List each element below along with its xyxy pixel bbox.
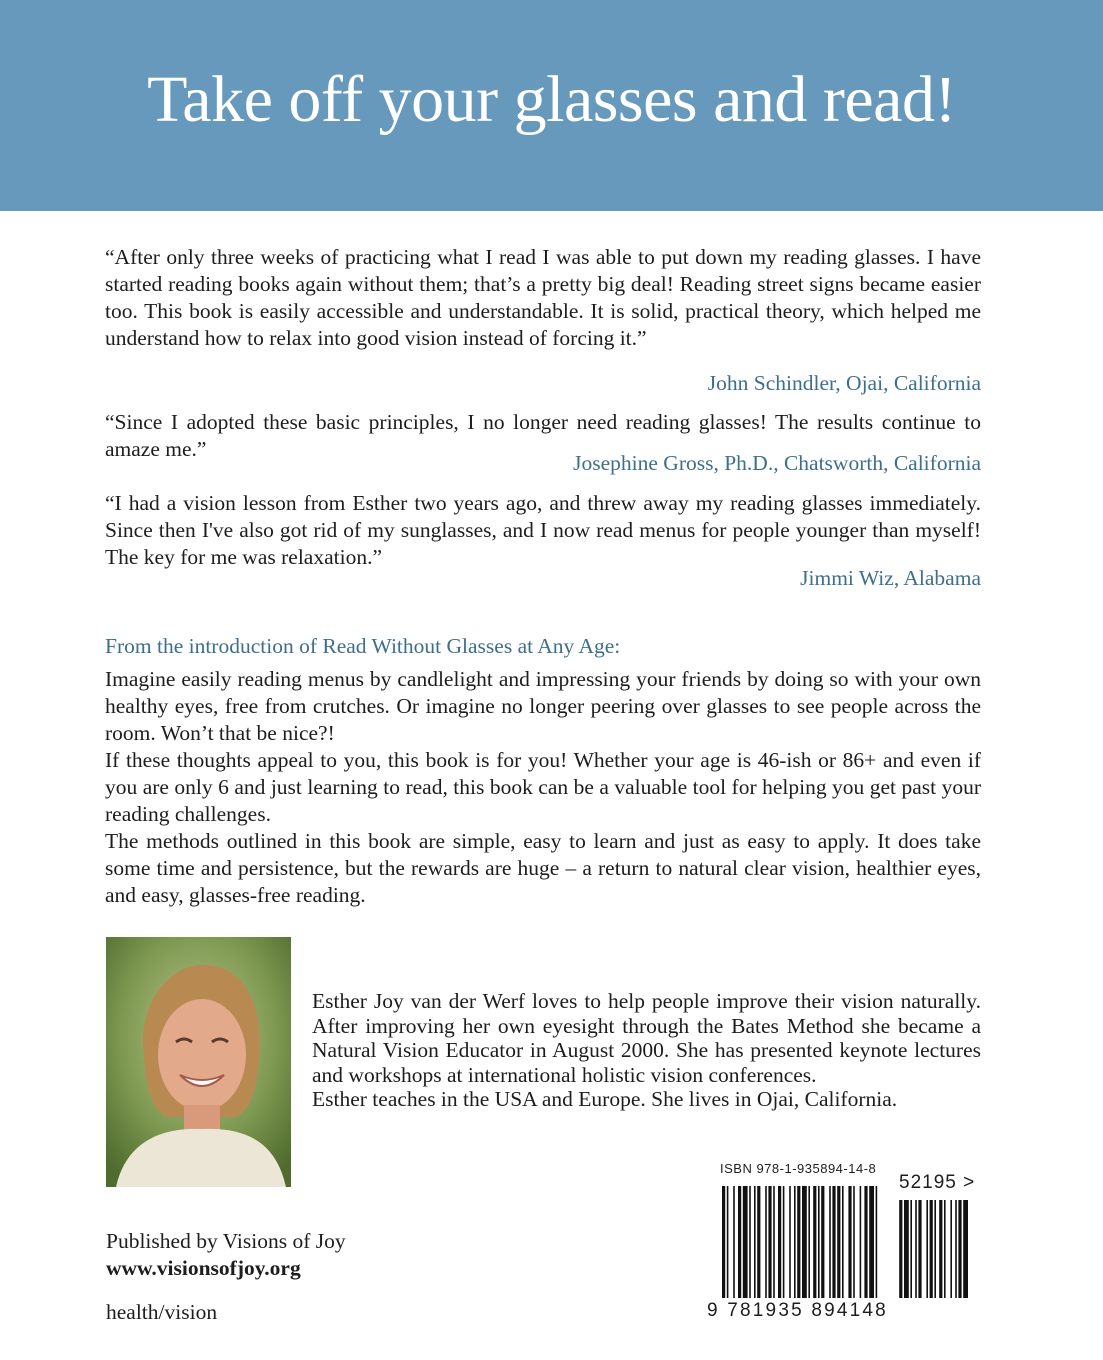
barcode-bar (733, 1186, 735, 1298)
author-photo (106, 937, 291, 1187)
barcode-bar (832, 1186, 835, 1298)
barcode-addon-bar (955, 1200, 957, 1298)
barcode-bar (765, 1186, 767, 1298)
barcode-bar (778, 1186, 781, 1298)
barcode-bar (794, 1186, 796, 1298)
barcode-bar (743, 1186, 748, 1298)
barcode-addon-bar (915, 1200, 917, 1298)
barcode-bar (813, 1186, 816, 1298)
barcode-bar (727, 1186, 729, 1298)
barcode-addon-bar (958, 1200, 961, 1298)
barcode-addon-bar (930, 1200, 933, 1298)
barcode-addon-bar (910, 1200, 912, 1298)
barcode-addon-bar (963, 1200, 968, 1298)
barcode-bar (853, 1186, 855, 1298)
publisher-website: www.visionsofjoy.org (106, 1256, 301, 1280)
testimonial-quote-2: “Since I adopted these basic principles, I no longer need reading glasses! The results continue to amaze me.” (105, 410, 981, 461)
publisher-info (106, 1228, 346, 1282)
author-bio-paragraph-2: Esther teaches in the USA and Europe. She lives in Ojai, California. (312, 1087, 898, 1111)
testimonial-author-3: Jimmi Wiz, Alabama (800, 566, 981, 590)
barcode-addon-bar (904, 1200, 909, 1298)
barcode-bar (869, 1186, 874, 1298)
barcode-bar (722, 1186, 725, 1298)
testimonial-quote-3: “I had a vision lesson from Esther two years ago, and threw away my reading glasses immediately. Since then I've also got rid of my sunglasses, and I now read menus for people younger than myself! The key for me was relaxation.” (105, 491, 981, 569)
barcode-bar (821, 1186, 824, 1298)
barcode-addon-bar (899, 1200, 902, 1298)
publisher-line: Published by Visions of Joy (106, 1229, 346, 1253)
barcode-bar (829, 1186, 831, 1298)
barcode-bar (848, 1186, 851, 1298)
barcode-bar (768, 1186, 771, 1298)
barcode-bar (818, 1186, 820, 1298)
barcode-addon-bar (918, 1200, 921, 1298)
barcode-bar (783, 1186, 785, 1298)
barcode-addon-bar (950, 1200, 952, 1298)
barcode-bar (842, 1186, 844, 1298)
barcode-price-code: 52195 > (899, 1172, 976, 1193)
header-banner (0, 0, 1103, 211)
isbn-label: ISBN 978-1-935894-14-8 (720, 1161, 877, 1176)
barcode-bar (864, 1186, 867, 1298)
barcode-bar (860, 1186, 862, 1298)
intro-body (105, 666, 981, 909)
barcode-bar (802, 1186, 807, 1298)
testimonial-author-1: John Schindler, Ojai, California (707, 371, 981, 395)
barcode-bar (797, 1186, 800, 1298)
barcode-digits: 9 781935 894148 (707, 1300, 888, 1321)
author-bio (312, 989, 981, 1112)
intro-paragraph-1: Imagine easily reading menus by candlelight and impressing your friends by doing so with your own healthy eyes, free from crutches. Or imagine no longer peering over glasses to see people across the room. Won’t that be nice?! (105, 667, 981, 745)
barcode-bar (876, 1186, 878, 1298)
barcode-bar (749, 1186, 751, 1298)
barcode-bar (773, 1186, 775, 1298)
barcode-bar (789, 1186, 791, 1298)
barcode-bar (757, 1186, 760, 1298)
barcode-bar (754, 1186, 756, 1298)
intro-paragraph-3: The methods outlined in this book are simple, easy to learn and just as easy to apply. It does take some time and persistence, but the rewards are huge – a return to natural clear vision, healthier eyes, and easy, glasses-free reading. (105, 829, 981, 907)
author-bio-paragraph-1: Esther Joy van der Werf loves to help people improve their vision naturally. After improving her own eyesight through the Bates Method she became a Natural Vision Educator in August 2000. She has presented keynote lectures and workshops at international holistic vision conferences. (312, 989, 981, 1087)
barcode-addon-bar (934, 1200, 936, 1298)
barcode-addon-bar (926, 1200, 928, 1298)
testimonial-author-2: Josephine Gross, Ph.D., Chatsworth, California (573, 451, 981, 475)
testimonial-quote-1: “After only three weeks of practicing what I read I was able to put down my reading glasses. I have started reading books again without them; that’s a pretty big deal! Reading street signs became easier too. This book is easily accessible and understandable. It is solid, practical theory, which helped me understand how to relax into good vision instead of forcing it.” (105, 245, 981, 350)
barcode-bar (837, 1186, 840, 1298)
barcode-addon-bar (944, 1200, 946, 1298)
barcode-bar (808, 1186, 810, 1298)
book-category: health/vision (106, 1300, 218, 1324)
intro-heading: From the introduction of Read Without Glasses at Any Age: (105, 634, 621, 658)
author-portrait-illustration (106, 937, 291, 1187)
intro-paragraph-2: If these thoughts appeal to you, this book is for you! Whether your age is 46-ish or 86+ and even if you are only 6 and just learning to read, this book can be a valuable tool for helping you get past your reading challenges. (105, 748, 981, 826)
barcode-bar (738, 1186, 741, 1298)
barcode-addon-bar (939, 1200, 942, 1298)
book-title: Take off your glasses and read! (147, 63, 956, 136)
